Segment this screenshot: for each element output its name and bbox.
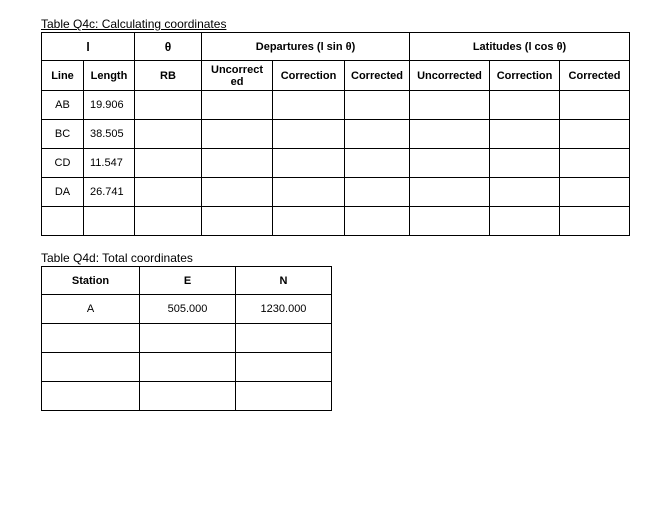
dep-corrected-cell[interactable]: [345, 91, 410, 120]
header-latitudes-correction: Correction: [490, 61, 560, 91]
header-n: N: [236, 267, 332, 295]
line-cell: CD: [42, 149, 84, 178]
easting-cell[interactable]: [140, 382, 236, 411]
header-row-sub: [42, 61, 630, 91]
dep-correction-cell[interactable]: [273, 120, 345, 149]
dep-uncorrected-cell[interactable]: [202, 207, 273, 236]
lat-correction-cell[interactable]: [490, 120, 560, 149]
table-q4d-caption: Table Q4d: Total coordinates: [41, 251, 193, 265]
easting-cell: 505.000: [140, 295, 236, 324]
dep-uncorrected-cell[interactable]: [202, 91, 273, 120]
line-cell: DA: [42, 178, 84, 207]
northing-cell: 1230.000: [236, 295, 332, 324]
table-q4c-caption: Table Q4c: Calculating coordinates: [41, 17, 227, 31]
length-cell: 11.547: [84, 149, 135, 178]
lat-corrected-cell[interactable]: [560, 178, 630, 207]
dep-corrected-cell[interactable]: [345, 178, 410, 207]
table-row: [42, 149, 630, 178]
length-cell: 26.741: [84, 178, 135, 207]
dep-corrected-cell[interactable]: [345, 149, 410, 178]
header-e: E: [140, 267, 236, 295]
rb-cell[interactable]: [135, 178, 202, 207]
lat-correction-cell[interactable]: [490, 178, 560, 207]
table-row: [42, 91, 630, 120]
calculating-coordinates-table: [41, 32, 630, 236]
lat-uncorrected-cell[interactable]: [410, 207, 490, 236]
dep-correction-cell[interactable]: [273, 207, 345, 236]
header-row: [42, 267, 332, 295]
header-departures-uncorrected: Uncorrect ed: [202, 61, 273, 91]
lat-correction-cell[interactable]: [490, 149, 560, 178]
station-cell[interactable]: [42, 324, 140, 353]
dep-correction-cell[interactable]: [273, 91, 345, 120]
rb-cell[interactable]: [135, 149, 202, 178]
table-row: [42, 120, 630, 149]
total-coordinates-table: [41, 266, 332, 411]
header-station: Station: [42, 267, 140, 295]
northing-cell[interactable]: [236, 324, 332, 353]
dep-corrected-cell[interactable]: [345, 120, 410, 149]
station-cell: A: [42, 295, 140, 324]
station-cell[interactable]: [42, 353, 140, 382]
rb-cell[interactable]: [135, 207, 202, 236]
easting-cell[interactable]: [140, 353, 236, 382]
northing-cell[interactable]: [236, 382, 332, 411]
station-cell[interactable]: [42, 382, 140, 411]
table-row: [42, 382, 332, 411]
line-cell: BC: [42, 120, 84, 149]
header-departures-correction: Correction: [273, 61, 345, 91]
table-row: [42, 353, 332, 382]
lat-corrected-cell[interactable]: [560, 207, 630, 236]
header-theta-symbol: θ: [135, 33, 202, 61]
header-latitudes-corrected: Corrected: [560, 61, 630, 91]
lat-corrected-cell[interactable]: [560, 91, 630, 120]
lat-corrected-cell[interactable]: [560, 120, 630, 149]
northing-cell[interactable]: [236, 353, 332, 382]
lat-corrected-cell[interactable]: [560, 149, 630, 178]
rb-cell[interactable]: [135, 91, 202, 120]
rb-cell[interactable]: [135, 120, 202, 149]
lat-uncorrected-cell[interactable]: [410, 120, 490, 149]
easting-cell[interactable]: [140, 324, 236, 353]
lat-uncorrected-cell[interactable]: [410, 91, 490, 120]
dep-corrected-cell[interactable]: [345, 207, 410, 236]
header-latitudes-uncorrected: Uncorrected: [410, 61, 490, 91]
dep-uncorrected-cell[interactable]: [202, 178, 273, 207]
table-row: [42, 295, 332, 324]
header-latitudes: Latitudes (l cos θ): [410, 33, 630, 61]
lat-correction-cell[interactable]: [490, 207, 560, 236]
table-row: [42, 324, 332, 353]
line-cell[interactable]: [42, 207, 84, 236]
length-cell[interactable]: [84, 207, 135, 236]
lat-correction-cell[interactable]: [490, 91, 560, 120]
dep-correction-cell[interactable]: [273, 178, 345, 207]
length-cell: 38.505: [84, 120, 135, 149]
header-length: Length: [84, 61, 135, 91]
table-row: [42, 178, 630, 207]
header-l-symbol: l: [42, 33, 135, 61]
length-cell: 19.906: [84, 91, 135, 120]
header-departures: Departures (l sin θ): [202, 33, 410, 61]
header-line: Line: [42, 61, 84, 91]
dep-correction-cell[interactable]: [273, 149, 345, 178]
lat-uncorrected-cell[interactable]: [410, 149, 490, 178]
table-row: [42, 207, 630, 236]
line-cell: AB: [42, 91, 84, 120]
header-row-top: [42, 33, 630, 61]
dep-uncorrected-cell[interactable]: [202, 120, 273, 149]
header-departures-corrected: Corrected: [345, 61, 410, 91]
header-rb: RB: [135, 61, 202, 91]
dep-uncorrected-cell[interactable]: [202, 149, 273, 178]
lat-uncorrected-cell[interactable]: [410, 178, 490, 207]
